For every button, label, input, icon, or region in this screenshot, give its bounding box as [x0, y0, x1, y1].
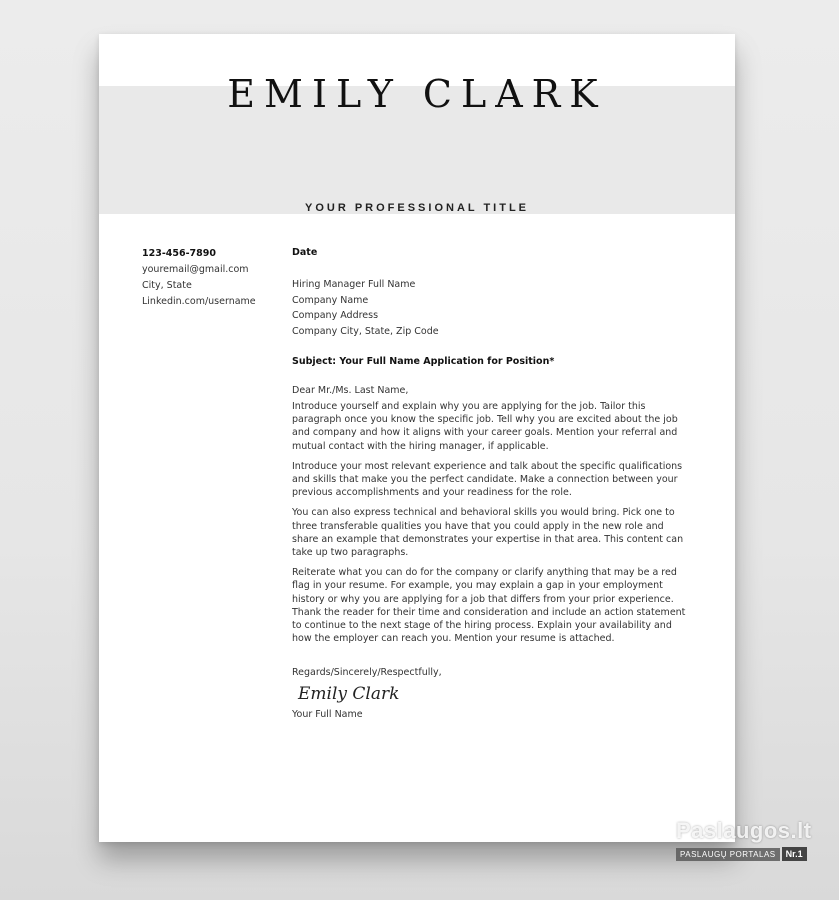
contact-email: youremail@gmail.com — [142, 264, 249, 275]
letter-date: Date — [292, 247, 318, 258]
watermark — [676, 818, 816, 861]
letter-subject: Subject: Your Full Name Application for Position* — [292, 355, 555, 367]
recipient-line: Company Address — [292, 310, 379, 322]
letter-page — [99, 34, 735, 842]
recipient-line: Hiring Manager Full Name — [292, 279, 416, 291]
contact-phone: 123-456-7890 — [142, 248, 216, 259]
watermark-bar — [676, 847, 816, 861]
contact-location: City, State — [142, 280, 192, 291]
signer-full-name: Your Full Name — [292, 708, 363, 720]
recipient-line: Company Name — [292, 294, 369, 306]
contact-linkedin: Linkedin.com/username — [142, 296, 256, 307]
letter-paragraph: Introduce your most relevant experience and talk about the specific qualifications and skills that make you the perfect candidate. Make a connection between your previous accomplishments and your readiness for the role. — [292, 460, 683, 499]
letter-salutation: Dear Mr./Ms. Last Name, — [292, 384, 409, 396]
letter-body — [292, 246, 687, 721]
signature: Emily Clark — [298, 683, 400, 704]
letter-paragraph: Introduce yourself and explain why you are applying for the job. Tailor this paragraph once you know the specific job. Tell why you are excited about the job and company and how it aligns with your career goals. Mention your referral and mutual contact with the hiring manager, if applicable. — [292, 400, 678, 452]
recipient-block — [292, 277, 687, 339]
applicant-name: EMILY CLARK — [227, 72, 607, 116]
watermark-subtitle: PASLAUGŲ PORTALAS — [676, 848, 780, 861]
watermark-logo: Paslaugos.lt — [676, 818, 812, 843]
recipient-line: Company City, State, Zip Code — [292, 325, 439, 337]
letter-paragraph: You can also express technical and behavioral skills you would bring. Pick one to three transferable qualities you have that you could apply in the new role and share an example that demonstrates your expertise in that area. This content can take up two paragraphs. — [292, 507, 684, 559]
letter-closing: Regards/Sincerely/Respectfully, — [292, 667, 442, 679]
contact-block — [142, 246, 272, 310]
watermark-rank: Nr.1 — [782, 847, 807, 861]
professional-title: YOUR PROFESSIONAL TITLE — [304, 202, 530, 214]
letter-paragraph: Reiterate what you can do for the company or clarify anything that may be a red flag in your resume. For example, you may explain a gap in your employment history or why you are applying for a job that differs from your prior experience. Thank the reader for their time and consideration and include an action statement to continue to the next stage of the hiring process. Explain your availability and how the employer can reach you. Mention your resume is attached. — [292, 567, 686, 645]
